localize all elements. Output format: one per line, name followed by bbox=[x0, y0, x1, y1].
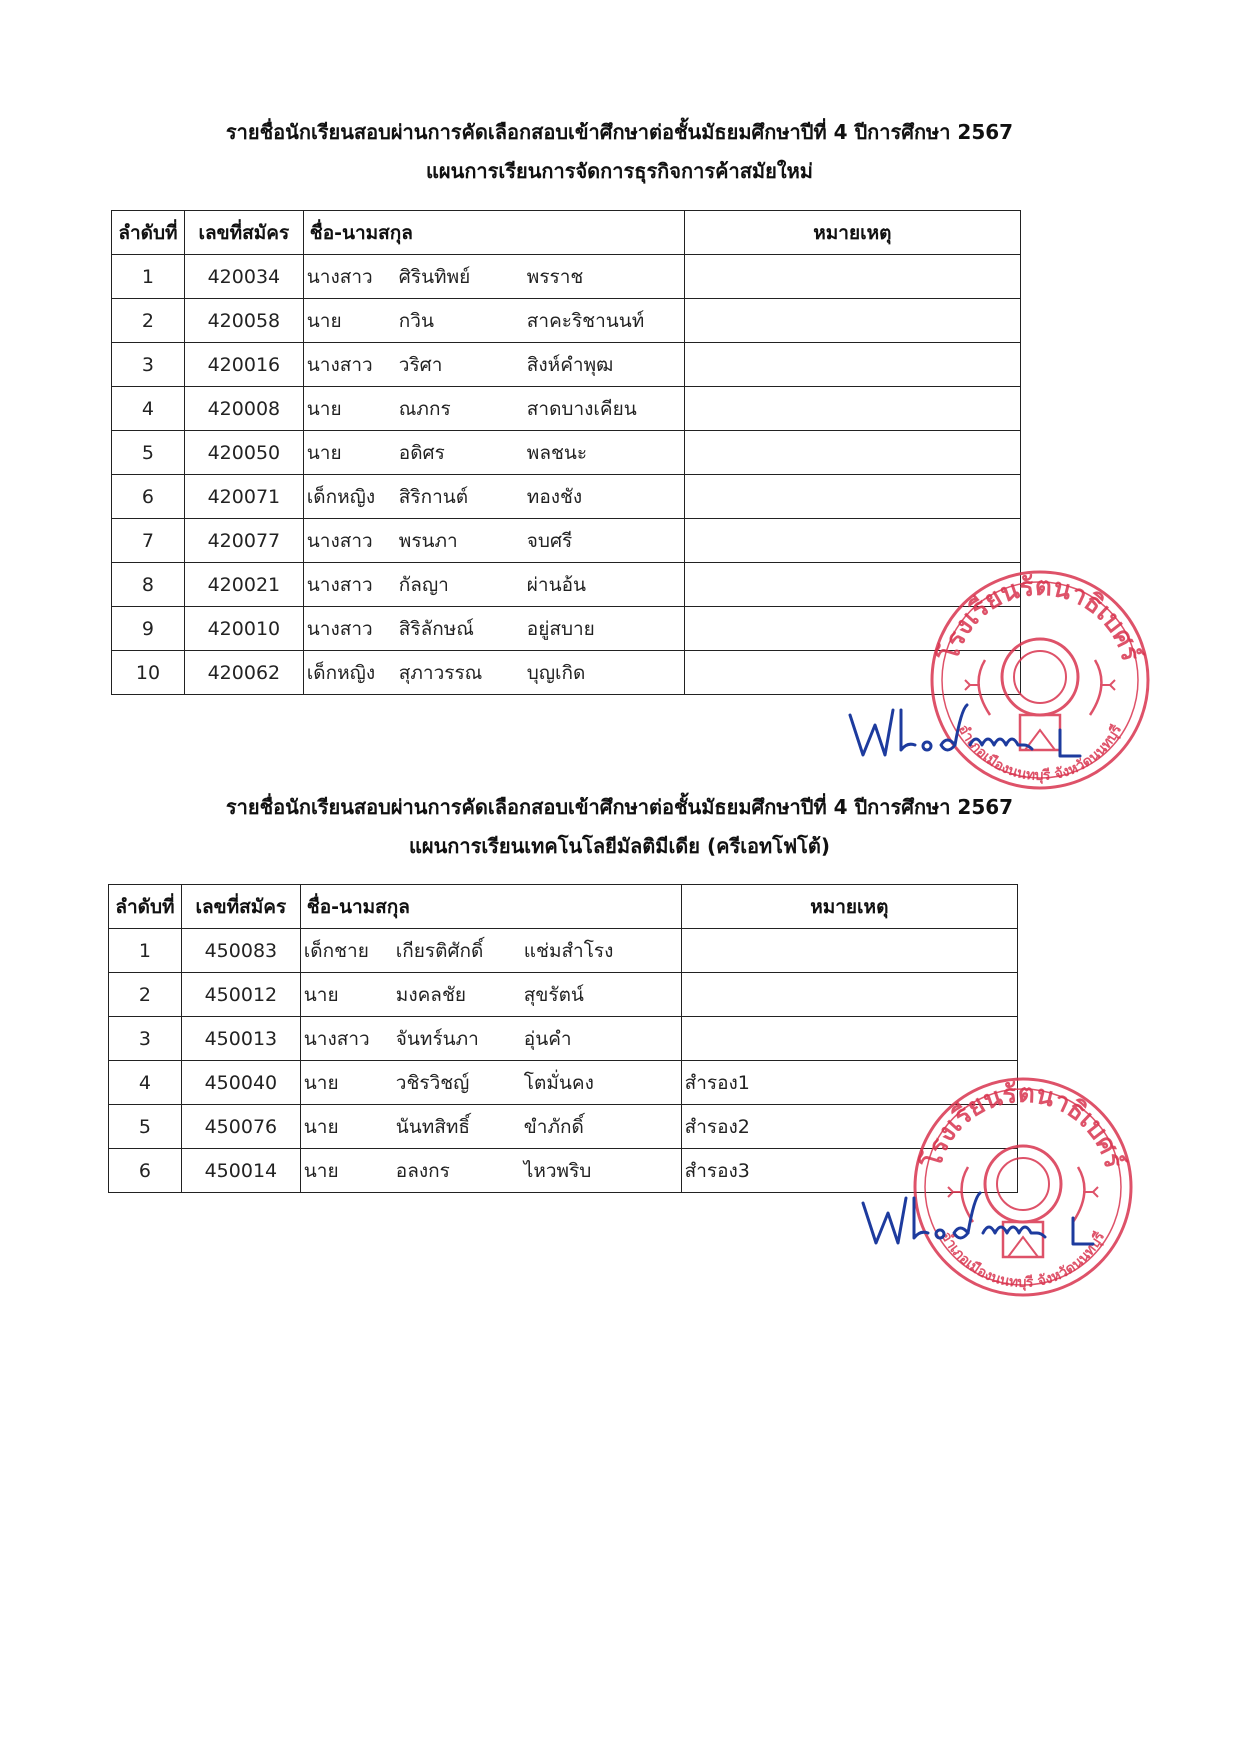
student-name bbox=[303, 607, 684, 651]
student-name bbox=[300, 973, 681, 1017]
row-number: 1 bbox=[109, 929, 182, 973]
last-name: บุญเกิด bbox=[526, 661, 586, 684]
application-number: 450083 bbox=[181, 929, 300, 973]
row-number: 4 bbox=[112, 387, 185, 431]
signature bbox=[845, 700, 1095, 770]
first-name: สิริกานต์ bbox=[398, 485, 469, 508]
row-number: 5 bbox=[109, 1105, 182, 1149]
table-row bbox=[109, 1149, 1018, 1193]
first-name: มงคลชัย bbox=[395, 983, 466, 1006]
first-name: ศิรินทิพย์ bbox=[398, 265, 471, 288]
table-row bbox=[112, 299, 1021, 343]
student-name bbox=[303, 431, 684, 475]
table-row bbox=[109, 929, 1018, 973]
row-number: 2 bbox=[112, 299, 185, 343]
table-row bbox=[112, 563, 1021, 607]
name-prefix: เด็กหญิง bbox=[306, 661, 376, 684]
first-name: วชิรวิชญ์ bbox=[395, 1071, 470, 1094]
name-prefix: นาย bbox=[306, 397, 342, 420]
name-prefix: นาย bbox=[303, 1159, 339, 1182]
application-number: 450040 bbox=[181, 1061, 300, 1105]
signature bbox=[858, 1188, 1108, 1258]
application-number: 420021 bbox=[184, 563, 303, 607]
name-prefix: นางสาว bbox=[306, 529, 373, 552]
first-name: วริศา bbox=[398, 353, 443, 376]
header-application-no: เลขที่สมัคร bbox=[181, 885, 300, 929]
table-row bbox=[112, 431, 1021, 475]
table-row bbox=[112, 651, 1021, 695]
note-cell bbox=[684, 299, 1020, 343]
row-number: 8 bbox=[112, 563, 185, 607]
header-application-no: เลขที่สมัคร bbox=[184, 211, 303, 255]
row-number: 5 bbox=[112, 431, 185, 475]
stamp-text-bottom: อำเภอเมืองนนทบุรี จังหวัดนนทบุรี bbox=[954, 722, 1126, 785]
student-name bbox=[303, 343, 684, 387]
note-cell bbox=[681, 1017, 1017, 1061]
first-name: กวิน bbox=[398, 309, 434, 332]
application-number: 420071 bbox=[184, 475, 303, 519]
row-number: 6 bbox=[112, 475, 185, 519]
header-no: ลำดับที่ bbox=[112, 211, 185, 255]
row-number: 6 bbox=[109, 1149, 182, 1193]
last-name: ทองชัง bbox=[526, 485, 583, 508]
note-cell bbox=[684, 387, 1020, 431]
table-row bbox=[112, 255, 1021, 299]
table-row bbox=[109, 1017, 1018, 1061]
application-number: 420016 bbox=[184, 343, 303, 387]
last-name: อุ่นคำ bbox=[523, 1027, 572, 1050]
section1-rows bbox=[112, 255, 1021, 695]
last-name: สิงห์คำพุฒ bbox=[526, 353, 614, 376]
last-name: อยู่สบาย bbox=[526, 617, 595, 640]
table-row bbox=[109, 973, 1018, 1017]
row-number: 9 bbox=[112, 607, 185, 651]
first-name: กัลญา bbox=[398, 573, 449, 596]
name-prefix: นาย bbox=[303, 1071, 339, 1094]
header-full-name: ชื่อ-นามสกุล bbox=[303, 211, 684, 255]
first-name: นันทสิทธิ์ bbox=[395, 1115, 471, 1138]
row-number: 2 bbox=[109, 973, 182, 1017]
row-number: 1 bbox=[112, 255, 185, 299]
section2-table bbox=[108, 884, 1018, 1193]
student-name bbox=[300, 929, 681, 973]
student-name bbox=[300, 1105, 681, 1149]
name-prefix: นางสาว bbox=[306, 265, 373, 288]
row-number: 3 bbox=[109, 1017, 182, 1061]
note-cell: สำรอง1 bbox=[681, 1061, 1017, 1105]
last-name: โตมั่นคง bbox=[523, 1071, 594, 1094]
name-prefix: นางสาว bbox=[306, 617, 373, 640]
application-number: 420034 bbox=[184, 255, 303, 299]
application-number: 420008 bbox=[184, 387, 303, 431]
table-row bbox=[112, 475, 1021, 519]
section2-subtitle: แผนการเรียนเทคโนโลยีมัลติมีเดีย (ครีเอทโฟโต้) bbox=[408, 834, 831, 858]
last-name: ไหวพริบ bbox=[523, 1159, 592, 1182]
row-number: 7 bbox=[112, 519, 185, 563]
application-number: 450014 bbox=[181, 1149, 300, 1193]
student-name bbox=[303, 387, 684, 431]
note-cell bbox=[684, 255, 1020, 299]
table-header-row bbox=[109, 885, 1018, 929]
school-seal-stamp bbox=[908, 1072, 1138, 1302]
name-prefix: เด็กหญิง bbox=[306, 485, 376, 508]
section1-title: รายชื่อนักเรียนสอบผ่านการคัดเลือกสอบเข้าศึกษาต่อชั้นมัธยมศึกษาปีที่ 4 ปีการศึกษา 2567 bbox=[225, 120, 1014, 144]
student-name bbox=[303, 563, 684, 607]
student-name bbox=[303, 255, 684, 299]
last-name: สาคะริชานนท์ bbox=[526, 309, 645, 332]
section1-subtitle: แผนการเรียนการจัดการธุรกิจการค้าสมัยใหม่ bbox=[426, 159, 813, 183]
note-cell bbox=[684, 431, 1020, 475]
table-row bbox=[112, 343, 1021, 387]
header-full-name: ชื่อ-นามสกุล bbox=[300, 885, 681, 929]
name-prefix: นางสาว bbox=[306, 573, 373, 596]
table-row bbox=[112, 607, 1021, 651]
student-name bbox=[303, 519, 684, 563]
application-number: 420077 bbox=[184, 519, 303, 563]
note-cell bbox=[684, 519, 1020, 563]
name-prefix: นาย bbox=[306, 441, 342, 464]
application-number: 450013 bbox=[181, 1017, 300, 1061]
header-note: หมายเหตุ bbox=[681, 885, 1017, 929]
last-name: พรราช bbox=[526, 265, 584, 288]
stamp-text-top: โรงเรียนรัตนาธิเบศร์ bbox=[934, 571, 1146, 665]
last-name: ผ่านอ้น bbox=[526, 573, 586, 596]
name-prefix: นาย bbox=[303, 983, 339, 1006]
last-name: สาดบางเคียน bbox=[526, 397, 637, 420]
first-name: สุภาวรรณ bbox=[398, 661, 483, 684]
last-name: ขำภักดิ์ bbox=[523, 1115, 584, 1138]
last-name: สุขรัตน์ bbox=[523, 983, 584, 1006]
table-header-row bbox=[112, 211, 1021, 255]
table-row bbox=[109, 1061, 1018, 1105]
last-name: พลชนะ bbox=[526, 441, 588, 464]
name-prefix: เด็กชาย bbox=[303, 939, 369, 962]
table-row bbox=[109, 1105, 1018, 1149]
note-cell bbox=[681, 929, 1017, 973]
application-number: 420010 bbox=[184, 607, 303, 651]
name-prefix: นาย bbox=[303, 1115, 339, 1138]
student-name bbox=[300, 1061, 681, 1105]
header-note: หมายเหตุ bbox=[684, 211, 1020, 255]
note-cell bbox=[681, 973, 1017, 1017]
first-name: อดิศร bbox=[398, 441, 445, 464]
note-cell bbox=[684, 475, 1020, 519]
student-name bbox=[300, 1017, 681, 1061]
first-name: ณภกร bbox=[398, 397, 451, 420]
note-cell: สำรอง2 bbox=[681, 1105, 1017, 1149]
section1-table bbox=[111, 210, 1021, 695]
section2-title: รายชื่อนักเรียนสอบผ่านการคัดเลือกสอบเข้าศึกษาต่อชั้นมัธยมศึกษาปีที่ 4 ปีการศึกษา 2567 bbox=[225, 795, 1014, 819]
row-number: 3 bbox=[112, 343, 185, 387]
stamp-text-top: โรงเรียนรัตนาธิเบศร์ bbox=[917, 1078, 1129, 1172]
first-name: เกียรติศักดิ์ bbox=[395, 939, 484, 962]
name-prefix: นางสาว bbox=[306, 353, 373, 376]
student-name bbox=[303, 299, 684, 343]
application-number: 420058 bbox=[184, 299, 303, 343]
row-number: 4 bbox=[109, 1061, 182, 1105]
note-cell bbox=[684, 343, 1020, 387]
first-name: พรนภา bbox=[398, 529, 458, 552]
student-name bbox=[300, 1149, 681, 1193]
application-number: 420062 bbox=[184, 651, 303, 695]
stamp-text-bottom: อำเภอเมืองนนทบุรี จังหวัดนนทบุรี bbox=[937, 1229, 1109, 1292]
table-row bbox=[112, 387, 1021, 431]
first-name: จันทร์นภา bbox=[395, 1027, 479, 1050]
name-prefix: นาย bbox=[306, 309, 342, 332]
application-number: 450012 bbox=[181, 973, 300, 1017]
last-name: จบศรี bbox=[526, 529, 573, 552]
first-name: อลงกร bbox=[395, 1159, 450, 1182]
last-name: แช่มสำโรง bbox=[523, 939, 614, 962]
student-name bbox=[303, 651, 684, 695]
student-name bbox=[303, 475, 684, 519]
header-no: ลำดับที่ bbox=[109, 885, 182, 929]
table-row bbox=[112, 519, 1021, 563]
name-prefix: นางสาว bbox=[303, 1027, 370, 1050]
row-number: 10 bbox=[112, 651, 185, 695]
note-cell: สำรอง3 bbox=[681, 1149, 1017, 1193]
section2-rows bbox=[109, 929, 1018, 1193]
application-number: 450076 bbox=[181, 1105, 300, 1149]
application-number: 420050 bbox=[184, 431, 303, 475]
first-name: สิริลักษณ์ bbox=[398, 617, 474, 640]
